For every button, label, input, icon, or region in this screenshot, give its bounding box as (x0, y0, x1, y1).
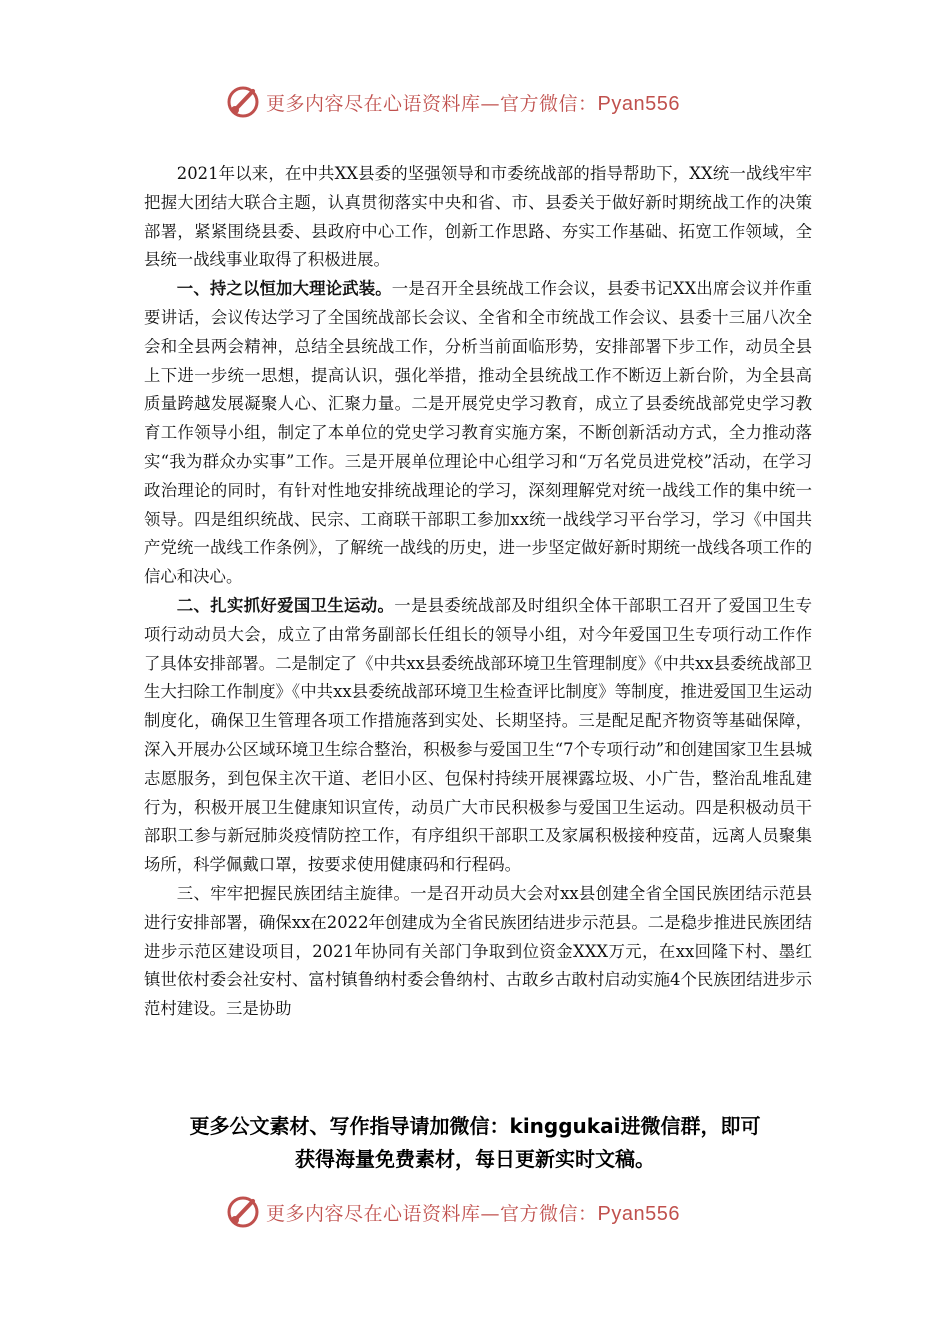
promo-line-1: 更多公文素材、写作指导请加微信：kinggukai进微信群，即可 (189, 1114, 761, 1138)
section-3-heading: 三、牢牢把握民族团结主旋律。 (176, 883, 411, 903)
section-1-heading: 一、持之以恒加大理论武装。 (176, 279, 392, 299)
section-1-body: 一是召开全县统战工作会议，县委书记XX出席会议并作重要讲话，会议传达学习了全国统战部长会议、全省和全市统战工作会议、县委十三届八次全会和全县两会精神，总结全县统战工作，分析当前面临形势，安排部署下步工作，动员全县上下进一步统一思想，提高认识，强化举措，推动全县统战工作不断迈上新台阶，为全县高质量跨越发展凝聚人心、汇聚力量。二是开展党史学习教育，成立了县委统战部党史学习教育工作领导小组，制定了本单位的党史学习教育实施方案，不断创新活动方式，全力推动落实“我为群众办实事”工作。三是开展单位理论中心组学习和“万名党员进党校”活动，在学习政治理论的同时，有针对性地安排统战理论的学习，深刻理解党对统一战线工作的集中统一领导。四是组织统战、民宗、工商联干部职工参加xx统一战线学习平台学习，学习《中国共产党统一战线工作条例》，了解统一战线的历史，进一步坚定做好新时期统一战线各项工作的信心和决心。 (144, 279, 812, 587)
section-2-body: 一是县委统战部及时组织全体干部职工召开了爱国卫生专项行动动员大会，成立了由常务副部长任组长的领导小组，对今年爱国卫生专项行动工作作了具体安排部署。二是制定了《中共xx县委统战部环境卫生管理制度》《中共xx县委统战部卫生大扫除工作制度》《中共xx县委统战部环境卫生检查评比制度》等制度，推进爱国卫生运动制度化，确保卫生管理各项工作措施落到实处、长期坚持。三是配足配齐物资等基础保障，深入开展办公区域环境卫生综合整治，积极参与爱国卫生“7个专项行动”和创建国家卫生县城志愿服务，到包保主次干道、老旧小区、包保村持续开展裸露垃圾、小广告，整治乱堆乱建行为，积极开展卫生健康知识宣传，动员广大市民积极参与爱国卫生运动。四是积极动员干部职工参与新冠肺炎疫情防控工作，有序组织干部职工及家属积极接种疫苗，远离人员聚集场所，科学佩戴口罩，按要求使用健康码和行程码。 (144, 595, 813, 875)
intro-paragraph: 2021年以来，在中共XX县委的坚强领导和市委统战部的指导帮助下，XX统一战线牢牢把握大团结大联合主题，认真贯彻落实中央和省、市、县委关于做好新时期统战工作的决策部署，紧紧围绕县委、县政府中心工作，创新工作思路、夯实工作基础、拓宽工作领域，全县统一战线事业取得了积极进展。 (144, 164, 812, 270)
promo-notice (100, 1110, 850, 1176)
section-2-paragraph (144, 592, 812, 880)
section-1-paragraph (144, 275, 812, 592)
brush-logo-icon (226, 85, 260, 119)
footer-banner (226, 1192, 726, 1232)
header-banner-text: 更多内容尽在心语资料库—官方微信： (266, 92, 598, 115)
section-2-heading: 二、扎实抓好爱国卫生运动。 (176, 595, 395, 615)
footer-banner-text: 更多内容尽在心语资料库—官方微信： (266, 1202, 598, 1225)
brush-logo-icon (226, 1195, 260, 1229)
section-3-body: 一是召开动员大会对xx县创建全省全国民族团结示范县进行安排部署，确保xx在2022年创建成为全省民族团结进步示范县。二是稳步推进民族团结进步示范区建设项目，2021年协同有关部门争取到位资金XXX万元，在xx回隆下村、墨红镇世依村委会社安村、富村镇鲁纳村委会鲁纳村、古敢乡古敢村启动实施4个民族团结进步示范村建设。三是协助 (144, 883, 812, 1019)
document-body (144, 160, 812, 1024)
promo-line-2: 获得海量免费素材，每日更新实时文稿。 (295, 1147, 655, 1171)
header-banner (226, 82, 726, 122)
section-3-paragraph (144, 880, 812, 1024)
header-wechat-id: Pyan556 (597, 92, 680, 115)
footer-wechat-id: Pyan556 (597, 1202, 680, 1225)
